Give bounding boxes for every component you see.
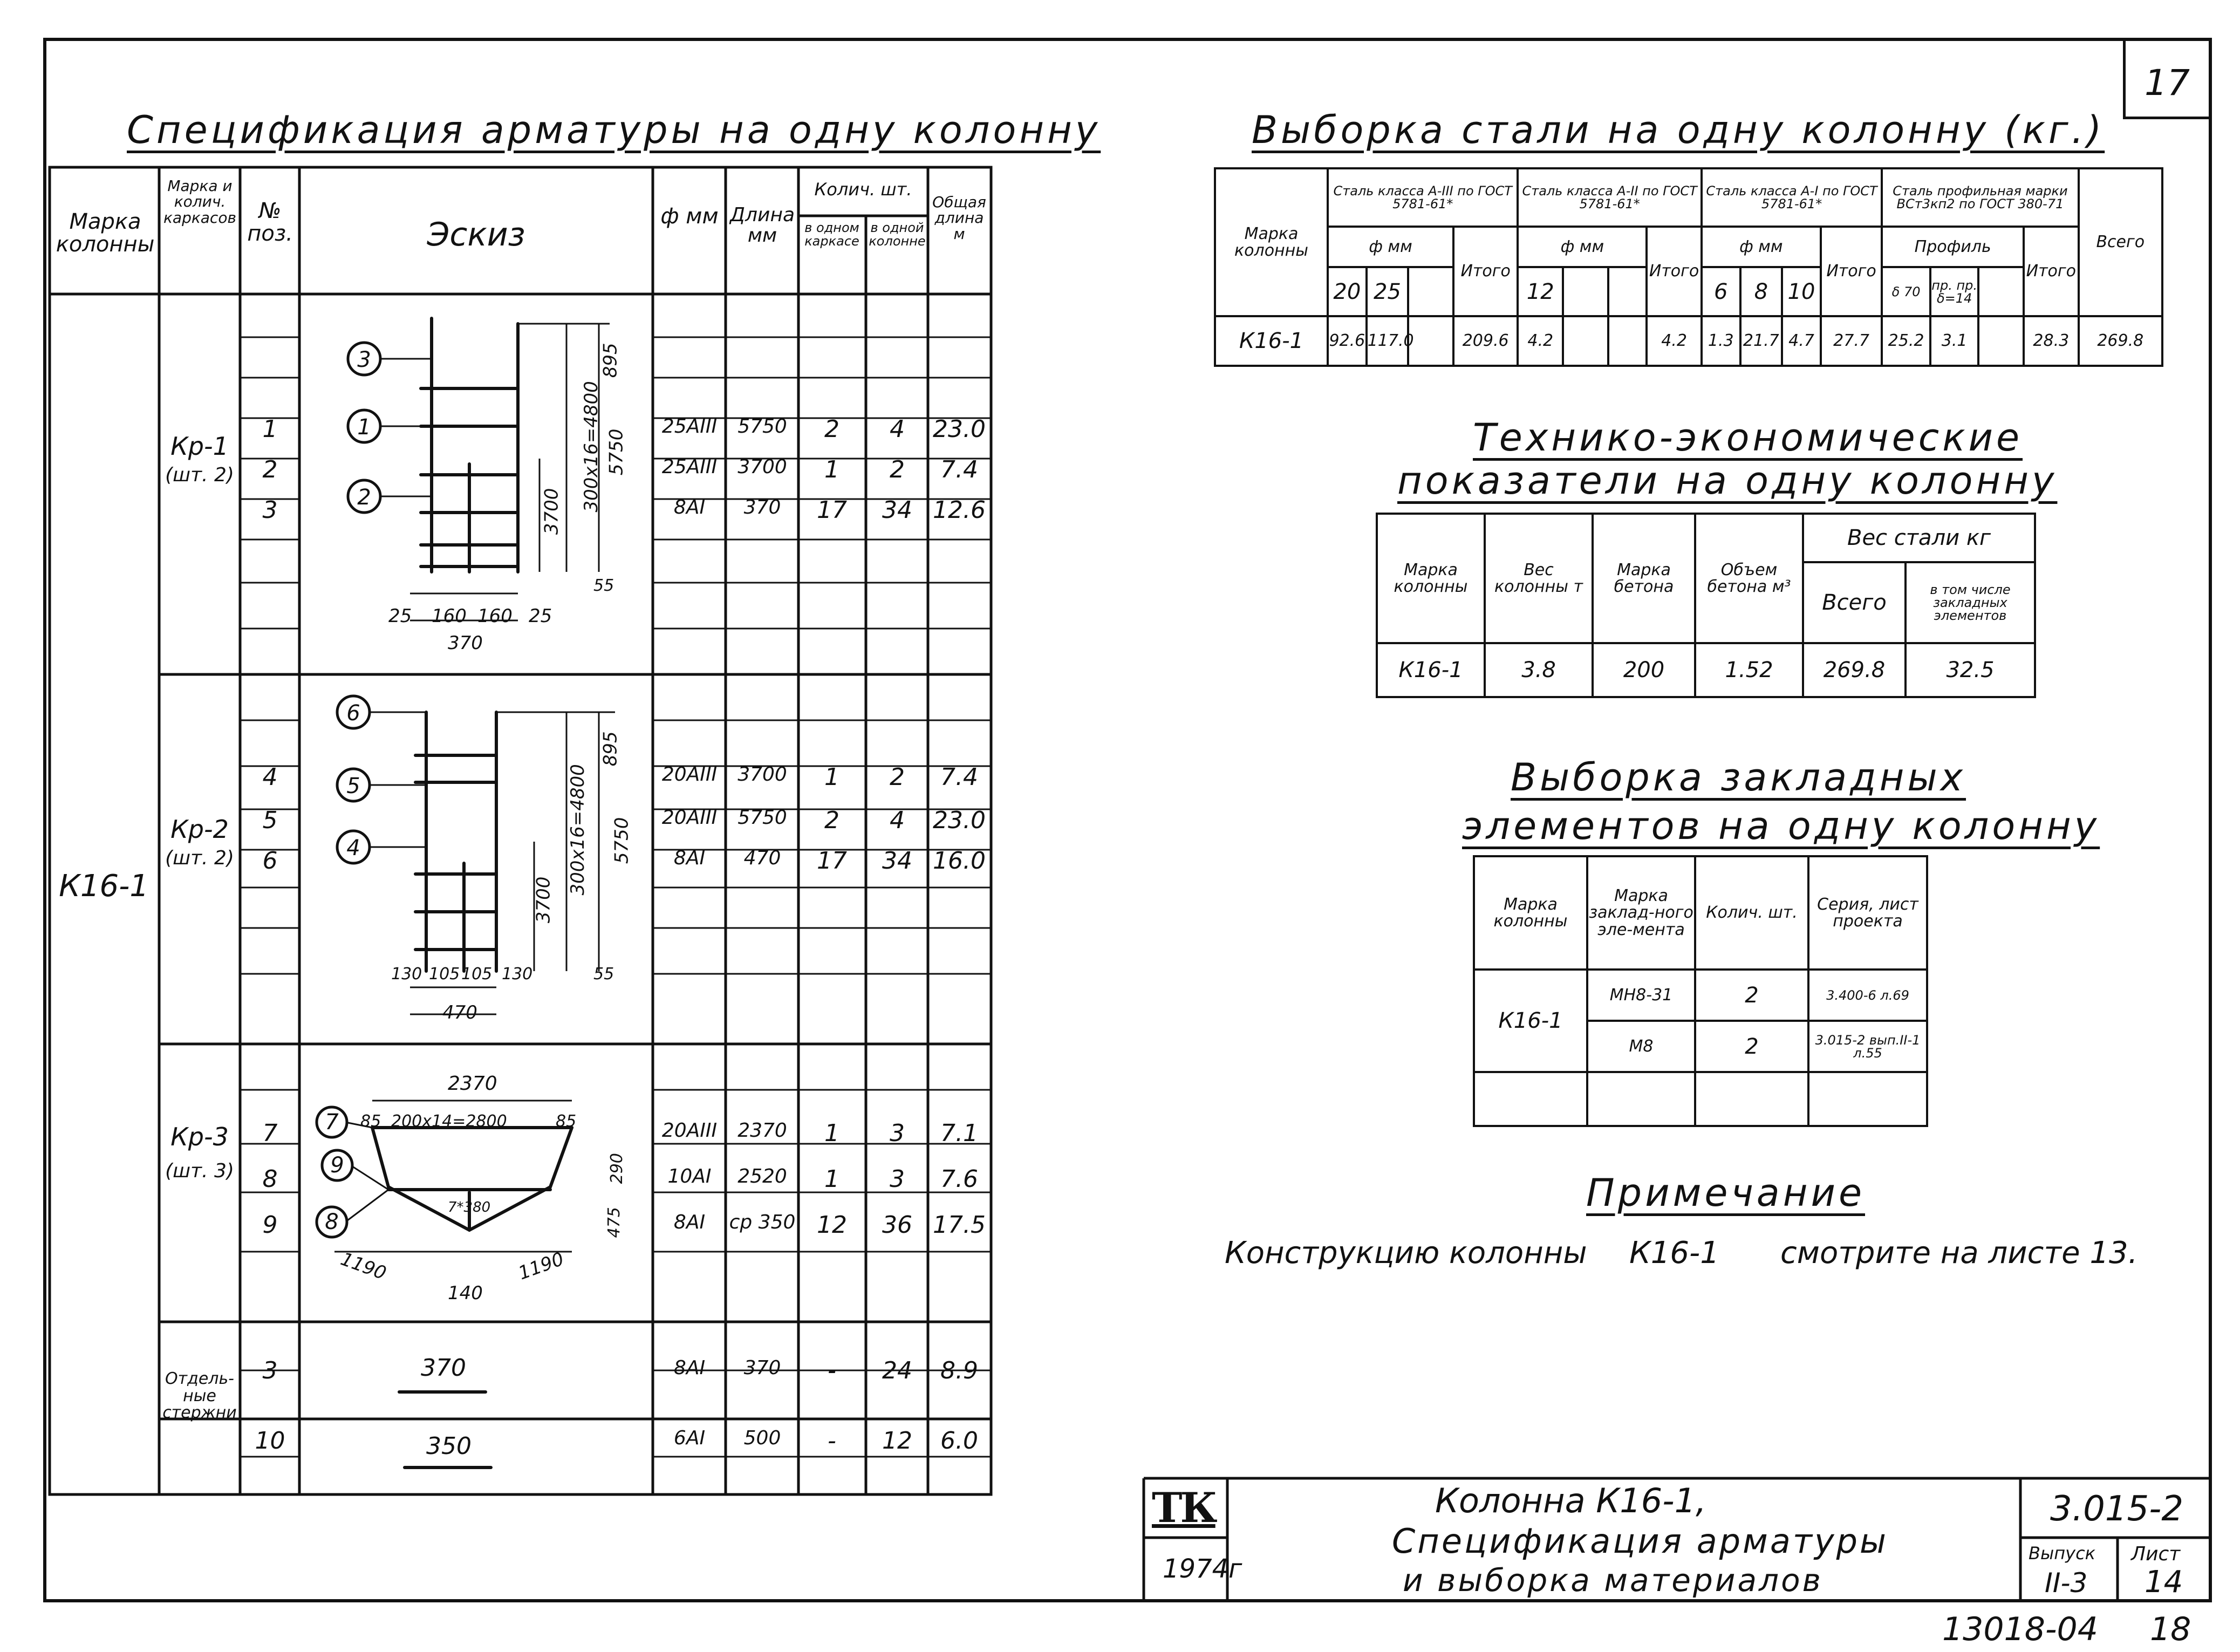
spec-pos: 6 bbox=[262, 847, 278, 875]
spec-diameter: 25АIII bbox=[661, 415, 718, 438]
embed-mark: К16-1 bbox=[1474, 970, 1587, 1072]
steel-row-a1-total: 27.7 bbox=[1821, 316, 1882, 366]
tech-hdr-concrete: Марка бетона bbox=[1593, 514, 1695, 643]
frame-kr2-count: (шт. 2) bbox=[165, 847, 234, 869]
stamp-logo: ТК bbox=[1152, 1484, 1215, 1532]
kr2-dim-b5: 470 bbox=[442, 1002, 477, 1023]
embed-hdr-qty: Колич. шт. bbox=[1695, 856, 1808, 970]
steel-hdr-a1: Сталь класса А-I по ГОСТ 5781-61* bbox=[1702, 168, 1882, 227]
spec-pos: 1 bbox=[262, 415, 278, 443]
embed-hdr-series: Серия, лист проекта bbox=[1808, 856, 1927, 970]
tech-row-all: 269.8 bbox=[1803, 643, 1906, 697]
spec-length: 2520 bbox=[737, 1165, 787, 1187]
spec-length: 470 bbox=[743, 847, 781, 869]
spec-qty-column: 34 bbox=[882, 496, 912, 524]
tech-hdr-mark: Марка колонны bbox=[1377, 514, 1485, 643]
tech-hdr-volume: Объем бетона м³ bbox=[1695, 514, 1803, 643]
spec-length: 3700 bbox=[737, 456, 787, 478]
kr2-dim-h4: 5750 bbox=[611, 817, 633, 864]
steel-hdr-d20: 20 bbox=[1328, 267, 1367, 317]
kr2-dim-b1: 130 bbox=[391, 965, 422, 984]
spec-length: ср 350 bbox=[729, 1211, 796, 1233]
spec-total-length: 23.0 bbox=[933, 807, 986, 834]
steel-hdr-d10: 10 bbox=[1782, 267, 1821, 317]
kr1-dim-h2: 3700 bbox=[541, 488, 563, 535]
frame-kr3-label: Кр-3 bbox=[170, 1122, 229, 1151]
kr3-dim-a: 85 bbox=[360, 1112, 381, 1131]
stamp-sheet: 14 bbox=[2145, 1565, 2183, 1600]
kr2-dim-h5: 55 bbox=[593, 965, 614, 984]
spec-total-length: 7.1 bbox=[940, 1119, 978, 1147]
spec-pos: 7 bbox=[262, 1119, 278, 1147]
pos-marker-5: 5 bbox=[346, 774, 360, 798]
steel-hdr-phi-a1: ф мм bbox=[1702, 227, 1821, 267]
spec-qty-column: 24 bbox=[882, 1357, 912, 1384]
spec-total-length: 7.6 bbox=[940, 1165, 978, 1193]
spec-pos: 9 bbox=[262, 1211, 278, 1239]
kr3-dim-e: 475 bbox=[604, 1207, 624, 1238]
embed-row2-element: М8 bbox=[1587, 1021, 1695, 1072]
steel-row-a3-20: 92.6 bbox=[1328, 316, 1367, 366]
pos-marker-9: 9 bbox=[330, 1153, 344, 1178]
spec-qty-frame: - bbox=[828, 1427, 836, 1455]
spec-total-length: 12.6 bbox=[933, 496, 986, 524]
steel-hdr-total-a2: Итого bbox=[1647, 227, 1702, 317]
spec-qty-frame: 1 bbox=[824, 456, 839, 483]
kr1-dim-h4: 5750 bbox=[605, 428, 627, 476]
steel-hdr-total-p: Итого bbox=[2024, 227, 2079, 317]
spec-qty-column: 2 bbox=[890, 763, 905, 791]
hdr-sketch: Эскиз bbox=[427, 216, 525, 254]
spec-total-length: 23.0 bbox=[933, 415, 986, 443]
tech-row-volume: 1.52 bbox=[1695, 643, 1803, 697]
spec-total-length: 16.0 bbox=[933, 847, 986, 875]
embed-hdr-element: Марка заклад-ного эле-мента bbox=[1587, 856, 1695, 970]
stamp-code: 3.015-2 bbox=[2050, 1489, 2184, 1529]
embed-row1-element: МН8-31 bbox=[1587, 970, 1695, 1021]
steel-row-a3-total: 209.6 bbox=[1453, 316, 1518, 366]
steel-hdr-d8: 8 bbox=[1740, 267, 1783, 317]
kr1-dim-h5: 55 bbox=[593, 576, 614, 595]
tech-row-weight: 3.8 bbox=[1485, 643, 1593, 697]
kr2-dim-h2: 3700 bbox=[532, 876, 555, 924]
spec-pos: 8 bbox=[262, 1165, 278, 1193]
spec-qty-frame: - bbox=[828, 1357, 836, 1384]
pos-marker-7: 7 bbox=[325, 1110, 339, 1135]
spec-pos: 3 bbox=[262, 496, 278, 524]
tech-row-mark: К16-1 bbox=[1377, 643, 1485, 697]
steel-title: Выборка стали на одну колонну (кг.) bbox=[1252, 108, 2105, 152]
steel-hdr-total-a1: Итого bbox=[1821, 227, 1882, 317]
spec-total-length: 7.4 bbox=[940, 456, 978, 483]
spec-qty-frame: 2 bbox=[824, 807, 839, 834]
rod3-dim: 370 bbox=[421, 1354, 466, 1382]
kr1-dim-b1: 25 bbox=[388, 605, 412, 627]
column-mark-value: К16-1 bbox=[59, 869, 149, 904]
steel-hdr-profile-sub: Профиль bbox=[1882, 227, 2024, 267]
steel-row-p2: 3.1 bbox=[1930, 316, 1979, 366]
spec-qty-frame: 2 bbox=[824, 415, 839, 443]
frame-kr3-count: (шт. 3) bbox=[165, 1160, 234, 1182]
stamp-sheet-label: Лист bbox=[2131, 1543, 2181, 1565]
kr1-dim-h1: 895 bbox=[599, 343, 622, 378]
tech-title-2: показатели на одну колонну bbox=[1397, 459, 2058, 503]
spec-diameter: 8АI bbox=[673, 1357, 706, 1379]
embed-title-1: Выборка закладных bbox=[1511, 755, 1966, 800]
hdr-frame-mark: Марка и колич. каркасов bbox=[163, 177, 236, 227]
spec-length: 5750 bbox=[737, 807, 787, 829]
steel-hdr-d6: 6 bbox=[1702, 267, 1740, 317]
stamp-title-3: и выборка материалов bbox=[1403, 1562, 1823, 1599]
spec-pos: 4 bbox=[262, 763, 278, 791]
sheet-number: 17 bbox=[2145, 62, 2190, 104]
footer-page: 18 bbox=[2150, 1610, 2191, 1648]
note-text-1: Конструкцию колонны bbox=[1225, 1235, 1587, 1271]
hdr-column-mark: Марка колонны bbox=[56, 209, 155, 257]
steel-row-a2-total: 4.2 bbox=[1647, 316, 1702, 366]
spec-pos: 2 bbox=[262, 456, 278, 483]
tech-title-1: Технико-экономические bbox=[1473, 415, 2023, 460]
steel-hdr-grand: Всего bbox=[2079, 168, 2162, 316]
tech-hdr-steel-all: Всего bbox=[1803, 562, 1906, 643]
rod10-dim: 350 bbox=[426, 1432, 472, 1460]
spec-qty-frame: 1 bbox=[824, 1165, 839, 1193]
stamp-title-2: Спецификация арматуры bbox=[1392, 1521, 1888, 1561]
spec-pos: 10 bbox=[255, 1427, 285, 1455]
hdr-diameter: ф мм bbox=[660, 204, 719, 229]
pos-marker-1: 1 bbox=[357, 415, 371, 440]
kr3-dim-h: 1190 bbox=[515, 1248, 567, 1285]
steel-row-a1-8: 21.7 bbox=[1740, 316, 1783, 366]
steel-row-grand: 269.8 bbox=[2079, 316, 2162, 366]
steel-hdr-d25: 25 bbox=[1367, 267, 1409, 317]
tech-hdr-steel-embed: в том числе закладных элементов bbox=[1906, 562, 2035, 643]
embed-row2-series: 3.015-2 вып.II-1 л.55 bbox=[1808, 1021, 1927, 1072]
kr2-dim-h3: 300х16=4800 bbox=[566, 764, 589, 896]
spec-diameter: 10АI bbox=[667, 1165, 712, 1187]
kr3-dim-top: 2370 bbox=[448, 1073, 497, 1095]
spec-diameter: 6АI bbox=[673, 1427, 706, 1449]
frame-kr1-count: (шт. 2) bbox=[165, 464, 234, 486]
steel-row-mark: К16-1 bbox=[1215, 316, 1328, 366]
spec-length: 3700 bbox=[737, 763, 787, 786]
hdr-qty-column: в одной колонне bbox=[869, 220, 926, 249]
embed-row1-qty: 2 bbox=[1695, 970, 1808, 1021]
steel-hdr-profile: Сталь профильная марки ВСт3кп2 по ГОСТ 380-71 bbox=[1882, 168, 2078, 227]
spec-diameter: 8АI bbox=[673, 847, 706, 869]
spec-total-length: 17.5 bbox=[933, 1211, 986, 1239]
spec-qty-frame: 17 bbox=[817, 847, 847, 875]
hdr-qty-group: Колич. шт. bbox=[814, 179, 912, 200]
hdr-position: № поз. bbox=[247, 199, 293, 246]
hdr-qty-frame: в одном каркасе bbox=[804, 220, 859, 249]
stamp-year: 1974г bbox=[1163, 1554, 1242, 1584]
steel-hdr-a3: Сталь класса А-III по ГОСТ 5781-61* bbox=[1328, 168, 1518, 227]
spec-diameter: 20АIII bbox=[661, 763, 718, 786]
stamp-issue: II-3 bbox=[2045, 1567, 2088, 1599]
hdr-length: Длина мм bbox=[729, 204, 795, 247]
steel-hdr-p1: δ 70 bbox=[1882, 267, 1930, 317]
kr3-dim-i: 7*380 bbox=[448, 1199, 491, 1216]
steel-row-p-total: 28.3 bbox=[2024, 316, 2079, 366]
hdr-total-length: Общая длина м bbox=[932, 193, 986, 243]
stamp-issue-label: Выпуск bbox=[2029, 1543, 2095, 1564]
spec-length: 370 bbox=[743, 1357, 781, 1379]
steel-hdr-d12: 12 bbox=[1518, 267, 1563, 317]
spec-length: 370 bbox=[743, 496, 781, 518]
kr1-dim-b2: 160 bbox=[432, 605, 467, 627]
steel-row-a2-12: 4.2 bbox=[1518, 316, 1563, 366]
steel-hdr-a2: Сталь класса А-II по ГОСТ 5781-61* bbox=[1518, 168, 1701, 227]
footer-code: 13018-04 bbox=[1942, 1610, 2098, 1648]
steel-row-a1-6: 1.3 bbox=[1702, 316, 1740, 366]
spec-title: Спецификация арматуры на одну колонну bbox=[127, 108, 1101, 152]
embed-title-2: элементов на одну колонну bbox=[1462, 804, 2100, 848]
kr2-dim-b2: 105 bbox=[429, 965, 460, 984]
steel-row-a3-25: 117.0 bbox=[1367, 316, 1409, 366]
kr3-dim-g: 140 bbox=[448, 1282, 483, 1304]
tech-row-embed: 32.5 bbox=[1906, 643, 2035, 697]
steel-row-a1-10: 4.7 bbox=[1782, 316, 1821, 366]
spec-total-length: 8.9 bbox=[940, 1357, 978, 1384]
spec-total-length: 6.0 bbox=[940, 1427, 978, 1455]
frame-kr1-label: Кр-1 bbox=[170, 432, 229, 461]
pos-marker-6: 6 bbox=[346, 701, 360, 726]
frame-kr2-label: Кр-2 bbox=[170, 815, 229, 844]
frame-separate-label: Отдель-ные стержни bbox=[162, 1369, 237, 1422]
kr1-dim-h3: 300х16=4800 bbox=[580, 381, 602, 513]
spec-qty-column: 12 bbox=[882, 1427, 912, 1455]
steel-hdr-phi-a3: ф мм bbox=[1328, 227, 1453, 267]
spec-qty-frame: 17 bbox=[817, 496, 847, 524]
tech-hdr-steel: Вес стали кг bbox=[1803, 514, 2035, 562]
kr2-dim-h1: 895 bbox=[599, 731, 622, 767]
steel-hdr-total-a3: Итого bbox=[1453, 227, 1518, 317]
spec-diameter: 8АI bbox=[673, 496, 706, 518]
steel-hdr-mark: Марка колонны bbox=[1215, 168, 1328, 316]
spec-length: 2370 bbox=[737, 1119, 787, 1142]
spec-qty-column: 3 bbox=[890, 1119, 905, 1147]
spec-diameter: 25АIII bbox=[661, 456, 718, 478]
spec-length: 5750 bbox=[737, 415, 787, 438]
kr3-dim-b: 200х14=2800 bbox=[391, 1112, 507, 1131]
spec-pos: 5 bbox=[262, 807, 278, 834]
spec-diameter: 20АIII bbox=[661, 1119, 718, 1142]
kr2-dim-b3: 105 bbox=[461, 965, 493, 984]
pos-marker-3: 3 bbox=[357, 347, 371, 372]
steel-hdr-phi-a2: ф мм bbox=[1518, 227, 1647, 267]
spec-qty-column: 4 bbox=[890, 415, 905, 443]
spec-qty-frame: 1 bbox=[824, 763, 839, 791]
kr1-dim-b4: 25 bbox=[529, 605, 552, 627]
note-text-2: К16-1 bbox=[1629, 1235, 1719, 1271]
pos-marker-8: 8 bbox=[325, 1210, 339, 1234]
steel-hdr-p2: пр. пр. δ=14 bbox=[1930, 267, 1979, 317]
spec-diameter: 20АIII bbox=[661, 807, 718, 829]
spec-diameter: 8АI bbox=[673, 1211, 706, 1233]
spec-length: 500 bbox=[743, 1427, 781, 1449]
spec-qty-frame: 12 bbox=[817, 1211, 847, 1239]
spec-qty-column: 34 bbox=[882, 847, 912, 875]
kr1-dim-b3: 160 bbox=[477, 605, 513, 627]
embed-hdr-mark: Марка колонны bbox=[1474, 856, 1587, 970]
kr2-dim-b4: 130 bbox=[502, 965, 533, 984]
kr3-dim-c: 85 bbox=[556, 1112, 577, 1131]
pos-marker-2: 2 bbox=[357, 485, 371, 510]
kr1-dim-b5: 370 bbox=[448, 632, 483, 654]
embed-row2-qty: 2 bbox=[1695, 1021, 1808, 1072]
note-title: Примечание bbox=[1586, 1171, 1866, 1215]
stamp-title-1: Колонна К16-1, bbox=[1435, 1481, 1706, 1520]
kr3-dim-f: 1190 bbox=[338, 1248, 390, 1285]
embed-row1-series: 3.400-6 л.69 bbox=[1808, 970, 1927, 1021]
tech-row-concrete: 200 bbox=[1593, 643, 1695, 697]
spec-qty-column: 3 bbox=[890, 1165, 905, 1193]
spec-qty-frame: 1 bbox=[824, 1119, 839, 1147]
steel-row-p1: 25.2 bbox=[1882, 316, 1930, 366]
spec-qty-column: 36 bbox=[882, 1211, 912, 1239]
note-text-3: смотрите на листе 13. bbox=[1780, 1235, 2138, 1271]
pos-marker-4: 4 bbox=[346, 836, 360, 861]
spec-pos: 3 bbox=[262, 1357, 278, 1384]
spec-total-length: 7.4 bbox=[940, 763, 978, 791]
spec-qty-column: 2 bbox=[890, 456, 905, 483]
spec-qty-column: 4 bbox=[890, 807, 905, 834]
tech-hdr-weight: Вес колонны т bbox=[1485, 514, 1593, 643]
kr3-dim-d: 290 bbox=[607, 1153, 626, 1184]
